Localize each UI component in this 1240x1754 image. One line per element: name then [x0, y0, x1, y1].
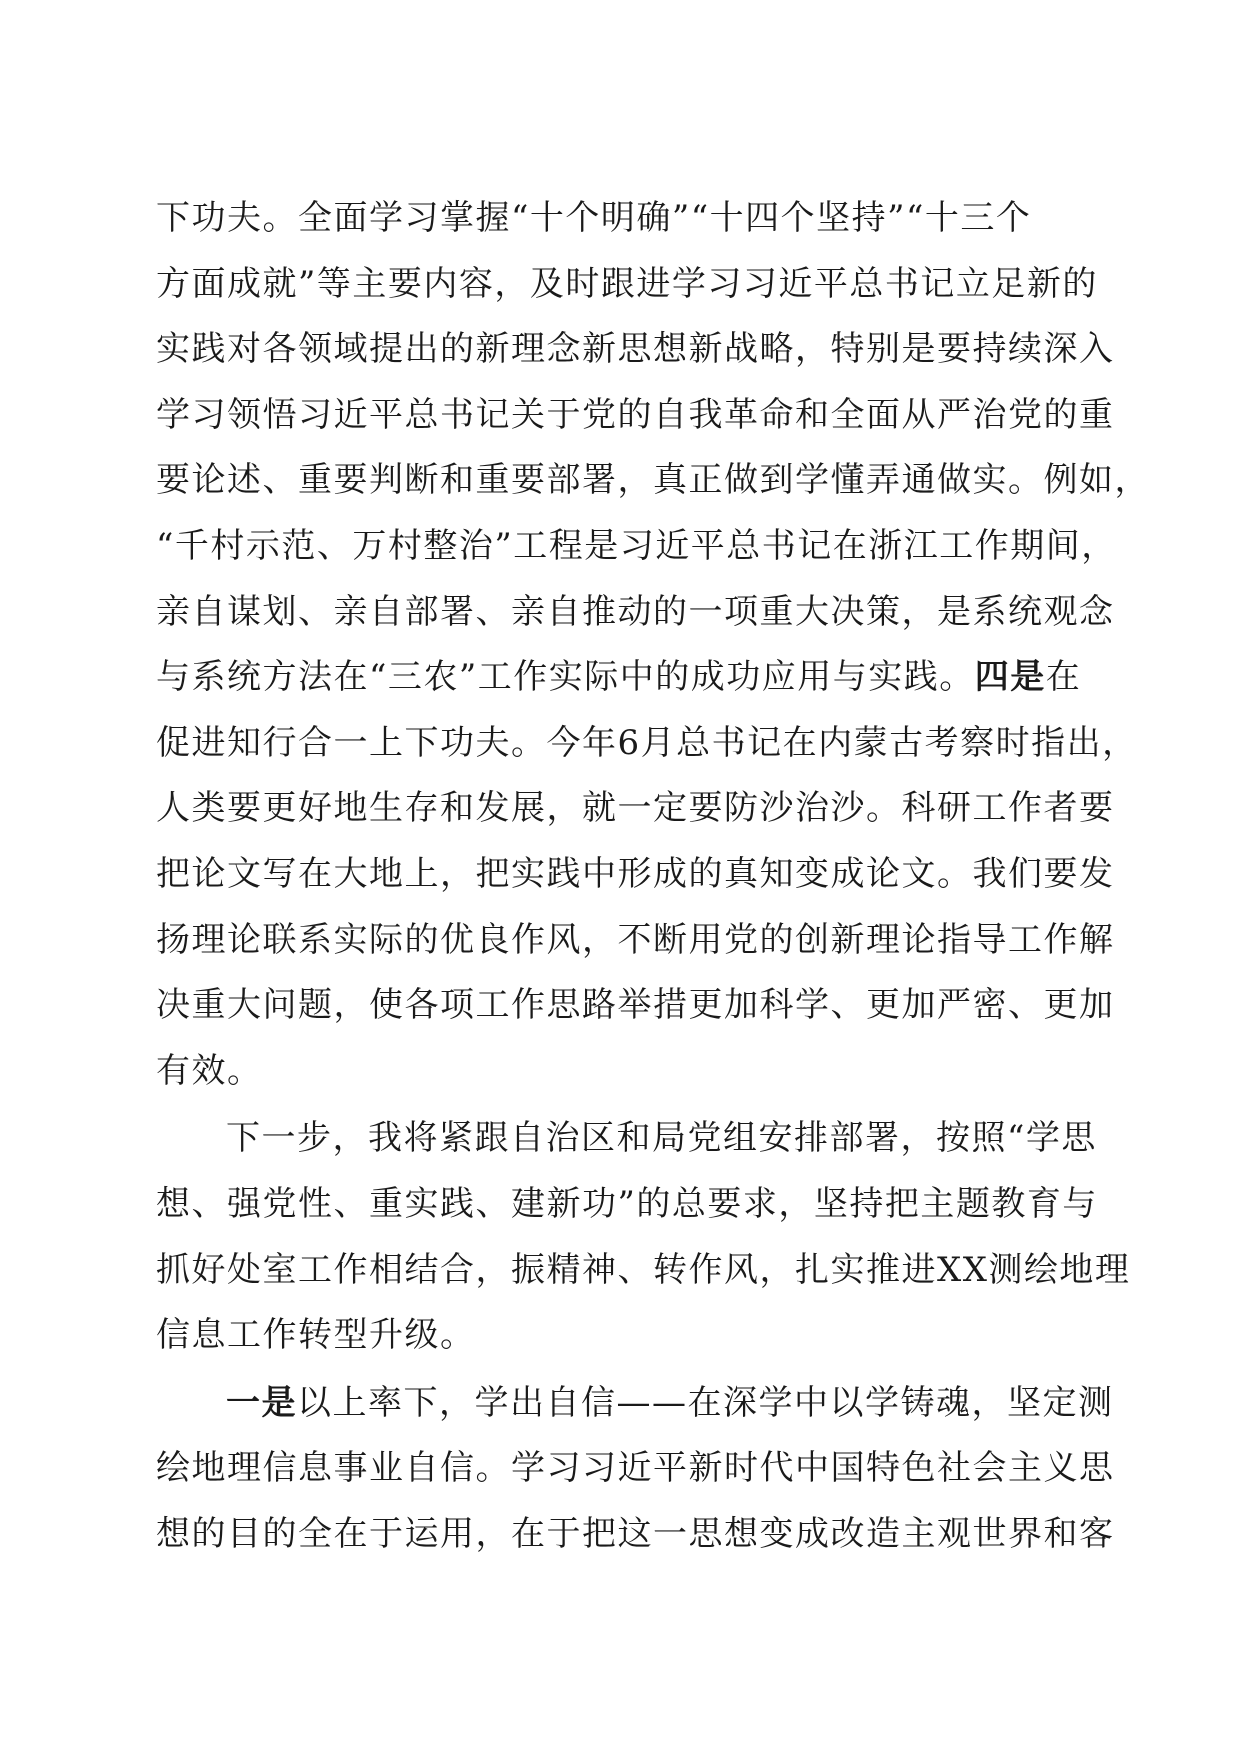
paragraph-3 — [156, 1371, 1115, 1568]
text-line: 下功夫。全面学习掌握“十个明确”“十四个坚持”“十三个 — [156, 198, 1032, 238]
text-line: 亲自谋划、亲自部署、亲自推动的一项重大决策，是系统观念 — [156, 591, 1115, 632]
paragraph-2 — [156, 1106, 1131, 1368]
text-line: 决重大问题，使各项工作思路举措更加科学、更加严密、更加 — [156, 985, 1115, 1026]
text-line: 把论文写在大地上，把实践中形成的真知变成论文。我们要发 — [156, 853, 1115, 894]
text-line — [156, 645, 1082, 711]
text-span: 与系统方法在“三农”工作实际中的成功应用与实践。 — [156, 657, 975, 698]
text-line: 下一步，我将紧跟自治区和局党组安排部署，按照“学思 — [226, 1118, 1097, 1159]
text-span: 在 — [1045, 657, 1082, 698]
paragraph-1 — [156, 186, 1150, 1104]
text-line: 实践对各领域提出的新理念新思想新战略，特别是要持续深入 — [156, 329, 1115, 370]
text-line: 要论述、重要判断和重要部署，真正做到学懂弄通做实。例如， — [156, 460, 1150, 501]
document-page — [156, 186, 1150, 1567]
text-line — [156, 1371, 1114, 1437]
text-line: 促进知行合一上下功夫。今年6月总书记在内蒙古考察时指出， — [156, 722, 1138, 763]
text-line: 学习领悟习近平总书记关于党的自我革命和全面从严治党的重 — [156, 394, 1115, 435]
bold-lead: 一是 — [226, 1382, 297, 1423]
bold-lead: 四是 — [974, 657, 1046, 698]
text-line: 抓好处室工作相结合，振精神、转作风，扎实推进XX测绘地理 — [156, 1249, 1131, 1290]
text-line: 有效。 — [156, 1050, 263, 1091]
text-line: 想的目的全在于运用，在于把这一思想变成改造主观世界和客 — [156, 1513, 1115, 1554]
text-line: 想、强党性、重实践、建新功”的总要求，坚持把主题教育与 — [156, 1183, 1098, 1224]
text-line: 人类要更好地生存和发展，就一定要防沙治沙。科研工作者要 — [156, 788, 1115, 829]
text-line: 方面成就”等主要内容，及时跟进学习习近平总书记立足新的 — [156, 263, 1098, 304]
text-line: 信息工作转型升级。 — [156, 1315, 476, 1356]
text-line: 绘地理信息事业自信。学习习近平新时代中国特色社会主义思 — [156, 1448, 1115, 1489]
text-line: “千村示范、万村整治”工程是习近平总书记在浙江工作期间， — [156, 525, 1117, 566]
text-line: 扬理论联系实际的优良作风，不断用党的创新理论指导工作解 — [156, 919, 1115, 960]
text-span: 以上率下，学出自信——在深学中以学铸魂，坚定测 — [297, 1382, 1114, 1423]
